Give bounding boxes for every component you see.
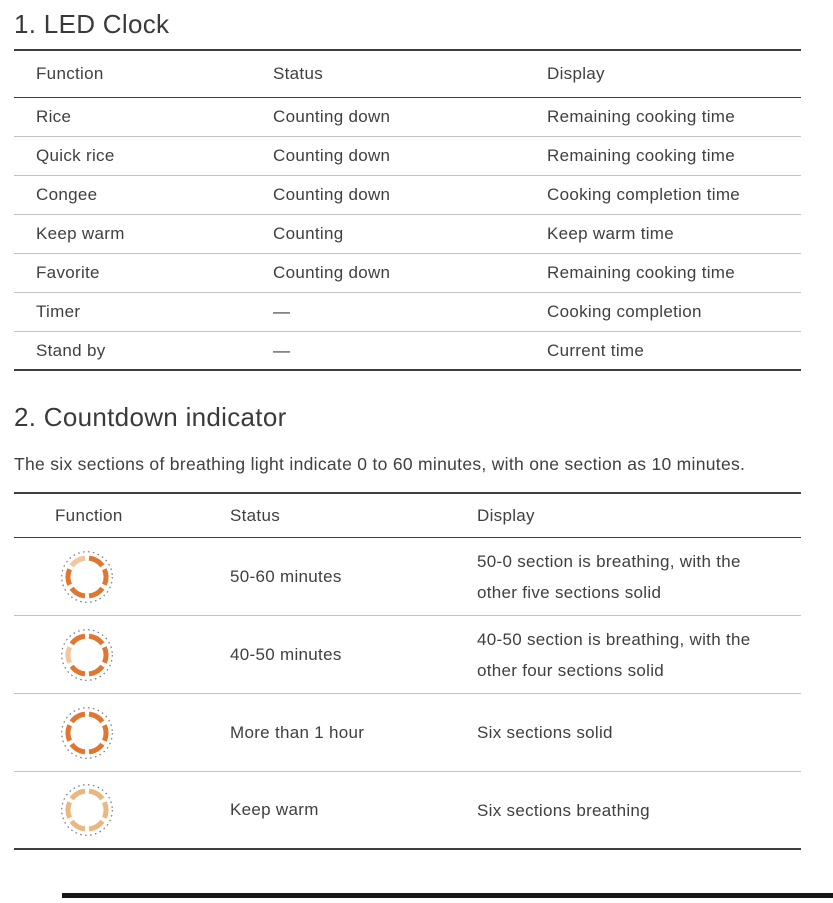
table-header-row (14, 494, 801, 538)
cell-display: Cooking completion time (547, 185, 741, 204)
table-row (14, 137, 801, 176)
cell-display: Remaining cooking time (547, 263, 736, 282)
cell-function (14, 627, 230, 683)
table-row (14, 293, 801, 332)
cell-display: Six sections breathing (477, 800, 650, 820)
table-row (14, 98, 801, 137)
cell-status: 40-50 minutes (230, 644, 342, 664)
countdown-ring-icon (59, 549, 115, 605)
column-header-status: Status (230, 505, 280, 525)
cell-function: Stand by (36, 340, 106, 360)
table-row (14, 538, 801, 616)
cell-function: Keep warm (36, 224, 125, 243)
cell-status: Counting down (273, 263, 391, 282)
table-row (14, 772, 801, 850)
table-row (14, 694, 801, 772)
cell-display: Six sections solid (477, 723, 613, 742)
countdown-ring-icon (59, 705, 115, 761)
cell-status: Counting down (273, 146, 391, 165)
cell-function: Timer (36, 302, 81, 321)
cell-function: Rice (36, 107, 72, 126)
section-2-title: 2. Countdown indicator (14, 402, 287, 432)
cell-function (14, 549, 230, 605)
cell-display: Keep warm time (547, 224, 675, 243)
column-header-function: Function (55, 505, 123, 525)
cell-function (14, 705, 230, 761)
table-row (14, 254, 801, 293)
table-row (14, 215, 801, 254)
column-header-function: Function (36, 64, 104, 83)
cell-status: 50-60 minutes (230, 566, 342, 586)
cell-status: Counting down (273, 185, 391, 204)
cell-display: 40-50 section is breathing, with the other four sections solid (477, 629, 751, 680)
led-clock-table (14, 49, 801, 371)
column-header-status: Status (273, 64, 323, 83)
table-header-row (14, 51, 801, 98)
cell-display: 50-0 section is breathing, with the other five sections solid (477, 551, 741, 602)
cell-status: More than 1 hour (230, 722, 365, 742)
cell-status: Keep warm (230, 800, 319, 819)
cell-display: Current time (547, 340, 645, 360)
column-header-display: Display (547, 64, 605, 83)
cell-display: Remaining cooking time (547, 146, 736, 165)
cell-function (14, 782, 230, 838)
cell-display: Cooking completion (547, 302, 702, 321)
cell-function: Quick rice (36, 146, 115, 165)
cell-status: — (273, 302, 290, 321)
table-row (14, 332, 801, 371)
cell-function: Favorite (36, 263, 100, 282)
countdown-ring-icon (59, 782, 115, 838)
countdown-indicator-table (14, 492, 801, 850)
cell-status: — (273, 340, 290, 360)
page-bottom-rule (62, 893, 833, 898)
countdown-ring-icon (59, 627, 115, 683)
table-row (14, 616, 801, 694)
cell-status: Counting (273, 224, 344, 243)
cell-status: Counting down (273, 107, 391, 126)
section-1-title: 1. LED Clock (14, 9, 170, 39)
cell-function: Congee (36, 185, 98, 204)
table-row (14, 176, 801, 215)
cell-display: Remaining cooking time (547, 107, 736, 126)
column-header-display: Display (477, 505, 535, 525)
countdown-description: The six sections of breathing light indicate 0 to 60 minutes, with one section as 10 minutes. (14, 454, 746, 474)
